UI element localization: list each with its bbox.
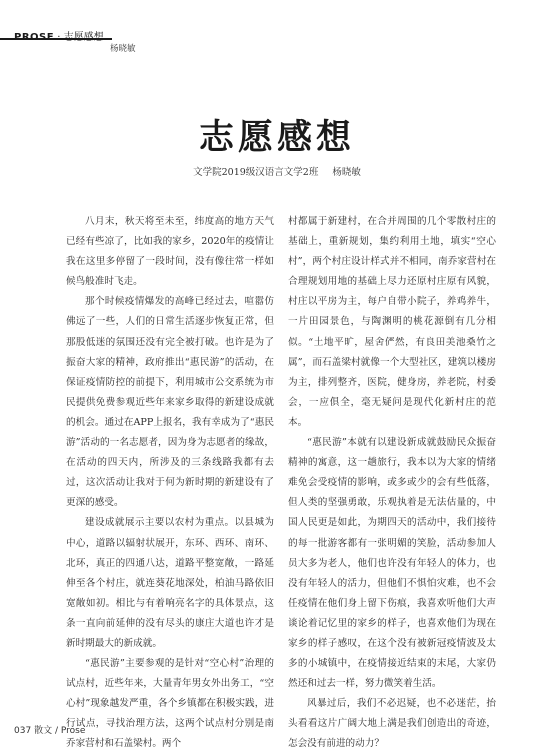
paragraph: 风暴过后，我们不必迟疑，也不必迷茫，抬头看看这片广阔大地上满是我们创造出的奇迹，怎会没有前进的动力？ — [288, 698, 496, 750]
page-header — [0, 0, 554, 60]
paragraph: 建设成就展示主要以农村为重点。以县城为中心，道路以辐射状展开，东环、西环、南环、北环，真正的四通八达，道路平整宽敞，一路延伸至各个村庄，就连葵花地深处，柏油马路依旧宽敞如初。相比与有着响亮名字的具体景点，这条一直向前延伸的没有尽头的康庄大道也许才是新时期最大的新成就。 — [66, 517, 274, 649]
left-column — [66, 212, 274, 755]
byline — [0, 164, 554, 178]
paragraph: 村都属于新建村，在合并周围的几个零散村庄的基础上，重新规划，集约利用土地，填实“空心村”，两个村庄设计样式并不相同，南乔家营村在合理规划用地的基础上尽力还原村庄原有风貌，村庄以平房为主，每户自带小院子，养鸡养牛，一片田园景色，与陶渊明的桃花源倒有几分相似。“土地平旷，屋舍俨然，有良田美池桑竹之属”，而石盖梁村就像一个大型社区，建筑以楼房为主，排列整齐，医院，健身房，养老院，村委会，一应俱全，毫无疑问是现代化新村庄的范本。 — [288, 216, 496, 428]
paragraph: “惠民游”本就有以建设新成就鼓励民众振奋精神的寓意，这一趟旅行，我本以为大家的情绪难免会受疫情的影响，或多或少的会有些低落，但人类的坚强勇敢，乐观执着是无法估量的，中国人民更是如此，为期四天的活动中，我们接待的每一批游客都有一张明媚的笑脸，活动参加人员大多为老人，他们也许没有年轻人的体力，也没有年轻人的活力，但他们不惧怕灾难，也不会任疫情在他们身上留下伤痕，我喜欢听他们大声谈论着记忆里的家乡的样子，也喜欢他们为现在家乡的样子感叹，在这个没有被新冠疫情波及太多的小城镇中，在疫情接近结束的末尾，大家仍然还和过去一样，努力微笑着生活。 — [288, 437, 496, 690]
paragraph: 八月末，秋天将至未至，纬度高的地方天气已经有些凉了，比如我的家乡，2020年的疫情让我在这里多停留了一段时间，没有像往常一样如候鸟般准时飞走。 — [66, 216, 274, 288]
byline-author: 杨晓敏 — [332, 167, 361, 178]
footer-section: Prose — [60, 726, 86, 736]
right-column — [288, 212, 496, 755]
section-tag — [14, 28, 104, 43]
paragraph: “惠民游”主要参观的是针对“空心村”治理的试点村，近些年来，大量青年男女外出务工，“空心村”现象越发严重，各个乡镇都在积极实践，进行试点，寻找治理方法，这两个试点村分别是南乔家营村和石盖梁村。两个 — [66, 658, 274, 750]
page-footer — [14, 723, 85, 736]
magazine-name: 散文 — [34, 726, 53, 736]
section-separator: · — [57, 32, 61, 43]
byline-affiliation: 文学院2019级汉语言文学2班 — [193, 167, 319, 178]
paragraph: 那个时候疫情爆发的高峰已经过去，喧嚣仿佛远了一些，人们的日常生活逐步恢复正常，但那股低迷的氛围还没有完全被打破。也许是为了振奋大家的精神，政府推出“惠民游”的活动，在保证疫情防控的前提下，利用城市公交系统为市民提供免费参观近些年来家乡取得的新建设成就的机会。通过在APP上报名，我有幸成为了“惠民游”活动的一名志愿者，因为身为志愿者的缘故，在活动的四天内，所涉及的三条线路我都有去过，这次活动让我对于何为新时期的新建设有了更深的感受。 — [66, 296, 274, 509]
header-author: 杨晓敏 — [110, 44, 136, 54]
footer-separator: / — [54, 726, 58, 736]
article-title: 志愿感想 — [198, 118, 355, 158]
page-number: 037 — [14, 726, 32, 736]
section-category: 志愿感想 — [63, 32, 104, 43]
section-label: PROSE — [14, 32, 55, 43]
